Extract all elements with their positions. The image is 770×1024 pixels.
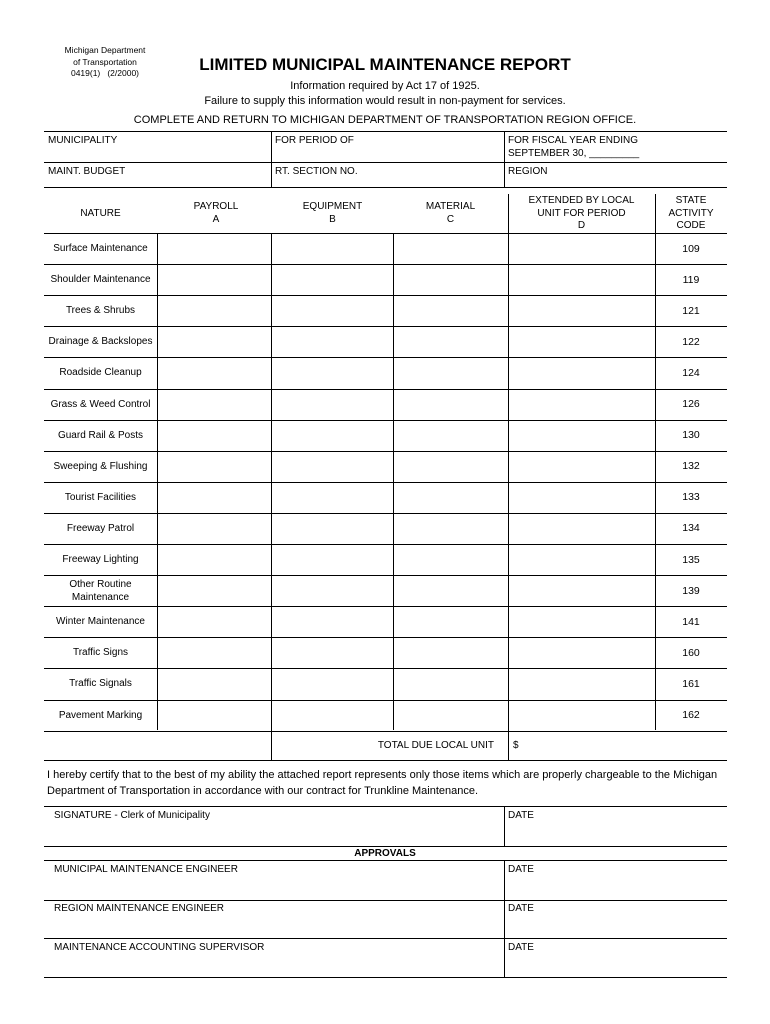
column-divider xyxy=(271,233,272,760)
divider xyxy=(504,938,505,977)
payroll-cell[interactable] xyxy=(159,390,269,419)
row-activity-code: 126 xyxy=(682,398,700,411)
equipment-cell[interactable] xyxy=(273,358,391,387)
row-nature-label: Grass & Weed Control xyxy=(50,398,151,410)
municipal-engineer-date-field[interactable]: DATE xyxy=(508,864,534,875)
extended-cell[interactable] xyxy=(510,452,653,481)
payroll-cell[interactable] xyxy=(159,296,269,325)
row-nature-label: Shoulder Maintenance xyxy=(50,274,151,286)
region-field[interactable]: REGION xyxy=(508,166,548,177)
payroll-cell[interactable] xyxy=(159,545,269,574)
col-header-equipment xyxy=(272,201,393,226)
col-header-payroll xyxy=(160,201,272,226)
row-activity-code: 135 xyxy=(682,553,700,566)
payroll-cell[interactable] xyxy=(159,576,269,605)
row-nature-label: Trees & Shrubs xyxy=(65,305,136,317)
extended-cell[interactable] xyxy=(510,669,653,698)
row-nature-label: Freeway Patrol xyxy=(66,522,135,534)
equipment-cell[interactable] xyxy=(273,421,391,450)
row-nature-label: Drainage & Backslopes xyxy=(48,336,153,348)
equipment-cell[interactable] xyxy=(273,638,391,667)
row-activity-code: 109 xyxy=(682,242,700,255)
payroll-cell[interactable] xyxy=(159,669,269,698)
divider xyxy=(44,977,727,978)
material-cell[interactable] xyxy=(395,576,506,605)
fiscal-year-date: SEPTEMBER 30, _________ xyxy=(508,148,640,159)
material-cell[interactable] xyxy=(395,358,506,387)
material-cell[interactable] xyxy=(395,421,506,450)
clerk-signature-field[interactable]: SIGNATURE - Clerk of Municipality xyxy=(54,810,210,821)
row-nature-label: Roadside Cleanup xyxy=(59,367,142,379)
row-nature-label: Traffic Signs xyxy=(72,647,129,659)
material-cell[interactable] xyxy=(395,607,506,636)
material-cell[interactable] xyxy=(395,701,506,730)
divider xyxy=(44,846,727,847)
col-header-material xyxy=(393,201,508,226)
row-activity-code: 161 xyxy=(682,677,700,690)
row-nature-label: Traffic Signals xyxy=(69,678,132,690)
material-cell[interactable] xyxy=(395,390,506,419)
equipment-cell[interactable] xyxy=(273,576,391,605)
material-cell[interactable] xyxy=(395,265,506,294)
form-number: 0419(1) (2/2000) xyxy=(70,68,140,78)
divider xyxy=(271,131,272,187)
extended-cell[interactable] xyxy=(510,296,653,325)
row-nature-label: Tourist Facilities xyxy=(64,491,137,503)
equipment-cell[interactable] xyxy=(273,327,391,356)
row-activity-code: 134 xyxy=(682,522,700,535)
payroll-cell[interactable] xyxy=(159,327,269,356)
payroll-cell[interactable] xyxy=(159,607,269,636)
row-nature-label: Guard Rail & Posts xyxy=(57,429,144,441)
period-field[interactable]: FOR PERIOD OF xyxy=(275,135,354,146)
row-activity-code: 141 xyxy=(682,615,700,628)
extended-cell[interactable] xyxy=(510,421,653,450)
equipment-cell[interactable] xyxy=(273,452,391,481)
extended-letter: D xyxy=(577,220,586,231)
material-cell[interactable] xyxy=(395,514,506,543)
extended-cell[interactable] xyxy=(510,234,653,263)
col-header-extended xyxy=(508,195,655,233)
equipment-cell[interactable] xyxy=(273,669,391,698)
divider xyxy=(504,131,505,187)
material-cell[interactable] xyxy=(395,296,506,325)
divider xyxy=(44,860,727,861)
payroll-letter: A xyxy=(212,213,220,225)
region-engineer-date-field[interactable]: DATE xyxy=(508,903,534,914)
divider xyxy=(504,806,505,846)
accounting-supervisor-field[interactable]: MAINTENANCE ACCOUNTING SUPERVISOR xyxy=(54,942,265,953)
municipality-field[interactable]: MUNICIPALITY xyxy=(48,135,118,146)
equipment-cell[interactable] xyxy=(273,701,391,730)
equipment-cell[interactable] xyxy=(273,483,391,512)
fiscal-year-label: FOR FISCAL YEAR ENDING xyxy=(508,135,639,146)
extended-cell[interactable] xyxy=(510,358,653,387)
act-note: Information required by Act 17 of 1925. xyxy=(290,80,480,92)
divider xyxy=(44,131,727,132)
col-header-state-code xyxy=(655,195,727,233)
material-cell[interactable] xyxy=(395,669,506,698)
equipment-cell[interactable] xyxy=(273,234,391,263)
maint-budget-field[interactable]: MAINT. BUDGET xyxy=(48,166,126,177)
divider xyxy=(44,162,727,163)
payroll-cell[interactable] xyxy=(159,483,269,512)
extended-cell[interactable] xyxy=(510,265,653,294)
divider xyxy=(504,860,505,900)
row-activity-code: 133 xyxy=(682,491,700,504)
row-activity-code: 119 xyxy=(682,273,700,286)
material-cell[interactable] xyxy=(395,327,506,356)
state-label-1: STATE xyxy=(675,195,707,206)
equipment-cell[interactable] xyxy=(273,514,391,543)
material-letter: C xyxy=(446,213,455,225)
material-label: MATERIAL xyxy=(425,201,476,212)
row-nature-label: Sweeping & Flushing xyxy=(53,460,148,472)
row-activity-code: 124 xyxy=(682,366,700,379)
payroll-cell[interactable] xyxy=(159,421,269,450)
row-activity-code: 160 xyxy=(682,646,700,659)
payroll-cell[interactable] xyxy=(159,452,269,481)
payroll-cell[interactable] xyxy=(159,265,269,294)
extended-label-1: EXTENDED BY LOCAL xyxy=(528,195,635,206)
equipment-cell[interactable] xyxy=(273,390,391,419)
rt-section-field[interactable]: RT. SECTION NO. xyxy=(275,166,358,177)
row-nature-label: Freeway Lighting xyxy=(62,554,139,566)
divider xyxy=(44,187,727,188)
failure-note: Failure to supply this information would result in non-payment for services. xyxy=(204,95,566,107)
extended-cell[interactable] xyxy=(510,701,653,730)
row-activity-code: 122 xyxy=(682,335,700,348)
column-divider xyxy=(508,194,509,760)
extended-cell[interactable] xyxy=(510,390,653,419)
row-nature-label: Winter Maintenance xyxy=(56,616,145,628)
equipment-cell[interactable] xyxy=(273,296,391,325)
equipment-cell[interactable] xyxy=(273,545,391,574)
approvals-heading: APPROVALS xyxy=(354,848,416,859)
payroll-cell[interactable] xyxy=(159,701,269,730)
payroll-cell[interactable] xyxy=(159,514,269,543)
extended-cell[interactable] xyxy=(510,638,653,667)
extended-cell[interactable] xyxy=(510,576,653,605)
divider xyxy=(44,900,727,901)
col-header-nature: NATURE xyxy=(80,208,121,219)
extended-cell[interactable] xyxy=(510,483,653,512)
return-instruction: COMPLETE AND RETURN TO MICHIGAN DEPARTMENT OF TRANSPORTATION REGION OFFICE. xyxy=(133,114,637,126)
row-activity-code: 162 xyxy=(682,709,700,722)
row-nature-label: Other Routine Maintenance xyxy=(69,578,132,603)
material-cell[interactable] xyxy=(395,452,506,481)
row-activity-code: 130 xyxy=(682,429,700,442)
table-bottom-line xyxy=(44,760,727,761)
page-title: LIMITED MUNICIPAL MAINTENANCE REPORT xyxy=(199,55,571,74)
payroll-cell[interactable] xyxy=(159,358,269,387)
certification-statement: I hereby certify that to the best of my ability the attached report represents only those items which are properly chargeable to the Michigan Department of Transportation in accordance with our contract for Trunkline Maintenance. xyxy=(47,769,718,797)
equipment-label: EQUIPMENT xyxy=(302,201,363,212)
row-nature-label: Pavement Marking xyxy=(58,709,143,721)
extended-cell[interactable] xyxy=(510,545,653,574)
total-amount-field[interactable]: $ xyxy=(513,740,519,751)
payroll-cell[interactable] xyxy=(159,638,269,667)
payroll-cell[interactable] xyxy=(159,234,269,263)
region-engineer-field[interactable]: REGION MAINTENANCE ENGINEER xyxy=(54,903,225,914)
material-cell[interactable] xyxy=(395,234,506,263)
row-activity-code: 121 xyxy=(682,304,700,317)
dept-line-1: Michigan Department xyxy=(64,45,146,55)
material-cell[interactable] xyxy=(395,483,506,512)
state-label-2: ACTIVITY xyxy=(668,207,714,219)
state-label-3: CODE xyxy=(676,220,706,231)
extended-label-2: UNIT FOR PERIOD xyxy=(537,207,626,219)
fiscal-year-field[interactable] xyxy=(508,134,639,160)
municipal-engineer-field[interactable]: MUNICIPAL MAINTENANCE ENGINEER xyxy=(54,864,238,875)
row-nature-label: Surface Maintenance xyxy=(53,243,148,255)
dept-line-2: of Transportation xyxy=(73,56,137,67)
material-cell[interactable] xyxy=(395,545,506,574)
row-activity-code: 132 xyxy=(682,460,700,473)
extended-cell[interactable] xyxy=(510,607,653,636)
divider xyxy=(44,806,727,807)
row-divider xyxy=(44,731,727,732)
row-activity-code: 139 xyxy=(682,584,700,597)
total-label: TOTAL DUE LOCAL UNIT xyxy=(377,740,494,751)
equipment-cell[interactable] xyxy=(273,265,391,294)
divider xyxy=(504,900,505,938)
equipment-letter: B xyxy=(329,213,336,225)
extended-cell[interactable] xyxy=(510,514,653,543)
payroll-label: PAYROLL xyxy=(193,201,239,212)
accounting-supervisor-date-field[interactable]: DATE xyxy=(508,942,534,953)
extended-cell[interactable] xyxy=(510,327,653,356)
divider xyxy=(44,938,727,939)
equipment-cell[interactable] xyxy=(273,607,391,636)
clerk-date-field[interactable]: DATE xyxy=(508,810,534,821)
material-cell[interactable] xyxy=(395,638,506,667)
